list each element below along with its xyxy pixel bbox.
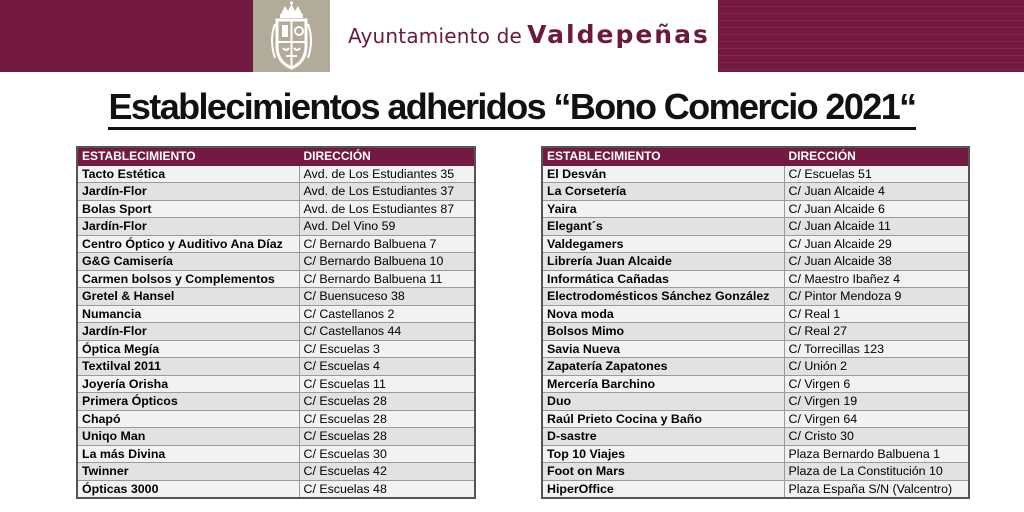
establishment-address-cell: Avd. de Los Estudiantes 35 bbox=[299, 165, 475, 183]
establishment-address-cell: C/ Cristo 30 bbox=[784, 428, 969, 446]
establishment-address-cell: C/ Unión 2 bbox=[784, 358, 969, 376]
establishment-name-cell: Mercería Barchino bbox=[542, 375, 784, 393]
table-row bbox=[542, 445, 969, 463]
organization-name bbox=[348, 20, 710, 54]
table-row bbox=[77, 323, 475, 341]
header-stripes bbox=[718, 0, 1024, 72]
organization-city: Valdepeñas bbox=[527, 20, 710, 49]
establishment-address-cell: C/ Escuelas 48 bbox=[299, 480, 475, 498]
table-row bbox=[542, 393, 969, 411]
establishment-address-cell: C/ Maestro Ibañez 4 bbox=[784, 270, 969, 288]
establishment-address-cell: C/ Virgen 64 bbox=[784, 410, 969, 428]
establishment-address-cell: C/ Escuelas 11 bbox=[299, 375, 475, 393]
establishment-address-cell: Avd. de Los Estudiantes 37 bbox=[299, 183, 475, 201]
table-row bbox=[77, 375, 475, 393]
establishment-address-cell: C/ Escuelas 42 bbox=[299, 463, 475, 481]
establishment-name-cell: Informática Cañadas bbox=[542, 270, 784, 288]
establishment-address-cell: C/ Castellanos 2 bbox=[299, 305, 475, 323]
column-header-establishment: ESTABLECIMIENTO bbox=[542, 147, 784, 165]
establishment-name-cell: Raúl Prieto Cocina y Baño bbox=[542, 410, 784, 428]
establishment-name-cell: D-sastre bbox=[542, 428, 784, 446]
establishment-address-cell: C/ Bernardo Balbuena 10 bbox=[299, 253, 475, 271]
establishment-name-cell: Top 10 Viajes bbox=[542, 445, 784, 463]
establishment-name-cell: Textilval 2011 bbox=[77, 358, 299, 376]
establishment-name-cell: Jardín-Flor bbox=[77, 323, 299, 341]
table-row bbox=[77, 463, 475, 481]
establishment-address-cell: C/ Escuelas 30 bbox=[299, 445, 475, 463]
establishment-name-cell: HiperOffice bbox=[542, 480, 784, 498]
establishment-name-cell: Jardín-Flor bbox=[77, 183, 299, 201]
table-row bbox=[77, 200, 475, 218]
organization-prefix: Ayuntamiento de bbox=[348, 24, 523, 48]
table-row bbox=[542, 305, 969, 323]
establishment-address-cell: C/ Juan Alcaide 29 bbox=[784, 235, 969, 253]
valdepenas-coat-of-arms-icon bbox=[253, 0, 330, 72]
establishment-address-cell: C/ Bernardo Balbuena 7 bbox=[299, 235, 475, 253]
column-header-address: DIRECCIÓN bbox=[299, 147, 475, 165]
establishment-address-cell: C/ Escuelas 4 bbox=[299, 358, 475, 376]
establishment-name-cell: Electrodomésticos Sánchez González bbox=[542, 288, 784, 306]
table-row bbox=[542, 288, 969, 306]
table-row bbox=[542, 270, 969, 288]
establishment-address-cell: C/ Escuelas 51 bbox=[784, 165, 969, 183]
establishment-address-cell: C/ Juan Alcaide 6 bbox=[784, 200, 969, 218]
establishment-address-cell: C/ Escuelas 3 bbox=[299, 340, 475, 358]
table-row bbox=[77, 183, 475, 201]
establishment-address-cell: C/ Juan Alcaide 38 bbox=[784, 253, 969, 271]
table-row bbox=[77, 305, 475, 323]
establishment-name-cell: Óptica Megía bbox=[77, 340, 299, 358]
establishment-name-cell: Zapatería Zapatones bbox=[542, 358, 784, 376]
establishment-address-cell: Plaza de La Constitución 10 bbox=[784, 463, 969, 481]
establishment-address-cell: C/ Escuelas 28 bbox=[299, 393, 475, 411]
establishment-address-cell: C/ Bernardo Balbuena 11 bbox=[299, 270, 475, 288]
establishment-name-cell: La Corsetería bbox=[542, 183, 784, 201]
table-header-row bbox=[77, 147, 475, 165]
establishments-table-left bbox=[76, 146, 476, 499]
establishment-name-cell: Jardín-Flor bbox=[77, 218, 299, 236]
table-row bbox=[542, 253, 969, 271]
table-row bbox=[77, 358, 475, 376]
table-row bbox=[77, 480, 475, 498]
establishment-address-cell: Plaza Bernardo Balbuena 1 bbox=[784, 445, 969, 463]
table-row bbox=[542, 323, 969, 341]
establishment-name-cell: Uniqo Man bbox=[77, 428, 299, 446]
establishment-name-cell: Nova moda bbox=[542, 305, 784, 323]
table-row bbox=[77, 428, 475, 446]
establishment-address-cell: C/ Juan Alcaide 11 bbox=[784, 218, 969, 236]
establishment-name-cell: Joyería Orisha bbox=[77, 375, 299, 393]
establishment-name-cell: Librería Juan Alcaide bbox=[542, 253, 784, 271]
establishment-name-cell: Ópticas 3000 bbox=[77, 480, 299, 498]
table-row bbox=[542, 218, 969, 236]
establishment-address-cell: Plaza España S/N (Valcentro) bbox=[784, 480, 969, 498]
establishment-address-cell: C/ Escuelas 28 bbox=[299, 410, 475, 428]
establishment-address-cell: C/ Escuelas 28 bbox=[299, 428, 475, 446]
table-row bbox=[542, 428, 969, 446]
establishment-name-cell: Numancia bbox=[77, 305, 299, 323]
table-row bbox=[77, 288, 475, 306]
establishment-name-cell: Savia Nueva bbox=[542, 340, 784, 358]
table-row bbox=[77, 165, 475, 183]
establishment-address-cell: C/ Castellanos 44 bbox=[299, 323, 475, 341]
establishment-name-cell: Yaira bbox=[542, 200, 784, 218]
table-row bbox=[77, 235, 475, 253]
table-row bbox=[77, 253, 475, 271]
establishment-name-cell: Twinner bbox=[77, 463, 299, 481]
page-title bbox=[0, 86, 1024, 128]
establishment-name-cell: Chapó bbox=[77, 410, 299, 428]
table-row bbox=[542, 463, 969, 481]
establishment-name-cell: Carmen bolsos y Complementos bbox=[77, 270, 299, 288]
column-header-establishment: ESTABLECIMIENTO bbox=[77, 147, 299, 165]
page-title-text: Establecimientos adheridos “Bono Comercio 2021“ bbox=[108, 86, 915, 130]
table-row bbox=[77, 218, 475, 236]
coat-of-arms-logo bbox=[253, 0, 330, 72]
establishment-name-cell: Bolas Sport bbox=[77, 200, 299, 218]
table-row bbox=[77, 410, 475, 428]
establishment-address-cell: C/ Real 1 bbox=[784, 305, 969, 323]
table-header-row bbox=[542, 147, 969, 165]
table-row bbox=[542, 183, 969, 201]
table-row bbox=[542, 480, 969, 498]
establishment-name-cell: Centro Óptico y Auditivo Ana Díaz bbox=[77, 235, 299, 253]
establishment-name-cell: Duo bbox=[542, 393, 784, 411]
table-row bbox=[542, 200, 969, 218]
table-row bbox=[542, 235, 969, 253]
table-row bbox=[542, 165, 969, 183]
establishment-name-cell: Gretel & Hansel bbox=[77, 288, 299, 306]
establishments-table-right bbox=[541, 146, 970, 499]
establishment-name-cell: Foot on Mars bbox=[542, 463, 784, 481]
table-row bbox=[542, 340, 969, 358]
establishment-address-cell: C/ Pintor Mendoza 9 bbox=[784, 288, 969, 306]
establishment-address-cell: C/ Buensuceso 38 bbox=[299, 288, 475, 306]
establishment-address-cell: Avd. Del Vino 59 bbox=[299, 218, 475, 236]
establishment-name-cell: Tacto Estética bbox=[77, 165, 299, 183]
establishment-address-cell: C/ Real 27 bbox=[784, 323, 969, 341]
establishment-address-cell: C/ Juan Alcaide 4 bbox=[784, 183, 969, 201]
table-row bbox=[77, 340, 475, 358]
table-row bbox=[77, 393, 475, 411]
column-header-address: DIRECCIÓN bbox=[784, 147, 969, 165]
establishment-name-cell: G&G Camisería bbox=[77, 253, 299, 271]
establishment-address-cell: C/ Virgen 19 bbox=[784, 393, 969, 411]
table-row bbox=[77, 270, 475, 288]
establishment-name-cell: Valdegamers bbox=[542, 235, 784, 253]
table-row bbox=[77, 445, 475, 463]
table-row bbox=[542, 358, 969, 376]
establishment-name-cell: Primera Ópticos bbox=[77, 393, 299, 411]
table-row bbox=[542, 410, 969, 428]
table-row bbox=[542, 375, 969, 393]
establishment-name-cell: La más Divina bbox=[77, 445, 299, 463]
establishment-name-cell: Elegant´s bbox=[542, 218, 784, 236]
establishment-name-cell: El Desván bbox=[542, 165, 784, 183]
establishment-address-cell: C/ Torrecillas 123 bbox=[784, 340, 969, 358]
establishment-address-cell: Avd. de Los Estudiantes 87 bbox=[299, 200, 475, 218]
establishment-address-cell: C/ Virgen 6 bbox=[784, 375, 969, 393]
establishment-name-cell: Bolsos Mimo bbox=[542, 323, 784, 341]
